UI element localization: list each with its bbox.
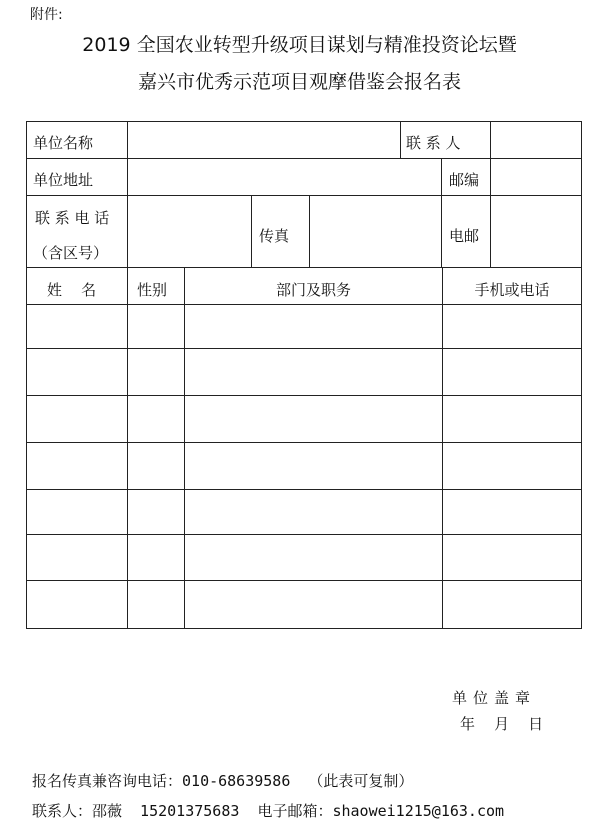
phone-label: 联 系 电 话 [35, 209, 110, 227]
column-divider [490, 122, 491, 267]
column-divider [184, 267, 185, 628]
row-divider [27, 395, 581, 396]
unit-address-label: 单位地址 [33, 171, 94, 189]
attachment-label: 附件: [30, 7, 63, 23]
fax-label: 传真 [259, 227, 290, 245]
unit-stamp-label: 单位盖章 [452, 689, 537, 707]
column-header-name: 姓 名 [47, 281, 97, 299]
postcode-label: 邮编 [449, 171, 480, 189]
column-divider [127, 122, 128, 267]
unit-name-label: 单位名称 [33, 134, 94, 152]
row-divider [27, 442, 581, 443]
row-divider [27, 158, 581, 159]
column-divider [400, 122, 401, 158]
row-divider [27, 267, 581, 268]
column-divider [127, 267, 128, 628]
row-divider [27, 534, 581, 535]
contact-person-label: 联 系 人 [406, 134, 461, 152]
row-divider [27, 304, 581, 305]
row-divider [27, 348, 581, 349]
column-header-phone: 手机或电话 [474, 281, 550, 299]
row-divider [27, 489, 581, 490]
registration-form-table [26, 121, 582, 629]
fax-consult-line: 报名传真兼咨询电话：010-68639586 （此表可复制） [32, 772, 414, 790]
column-divider [251, 195, 252, 267]
email-label: 电邮 [449, 227, 480, 245]
contact-info-line: 联系人：邵薇 15201375683 电子邮箱：shaowei1215@163.com [32, 802, 505, 820]
document-title-line1: 2019 全国农业转型升级项目谋划与精准投资论坛暨 [82, 34, 517, 56]
column-divider [442, 267, 443, 628]
row-divider [27, 580, 581, 581]
date-label: 年 月 日 [460, 715, 544, 733]
column-header-gender: 性别 [137, 281, 168, 299]
row-divider [27, 195, 581, 196]
column-divider [309, 195, 310, 267]
area-code-note: （含区号） [33, 244, 109, 262]
document-title-line2: 嘉兴市优秀示范项目观摩借鉴会报名表 [137, 71, 461, 93]
column-divider [441, 158, 442, 267]
column-header-department: 部门及职务 [275, 281, 351, 299]
